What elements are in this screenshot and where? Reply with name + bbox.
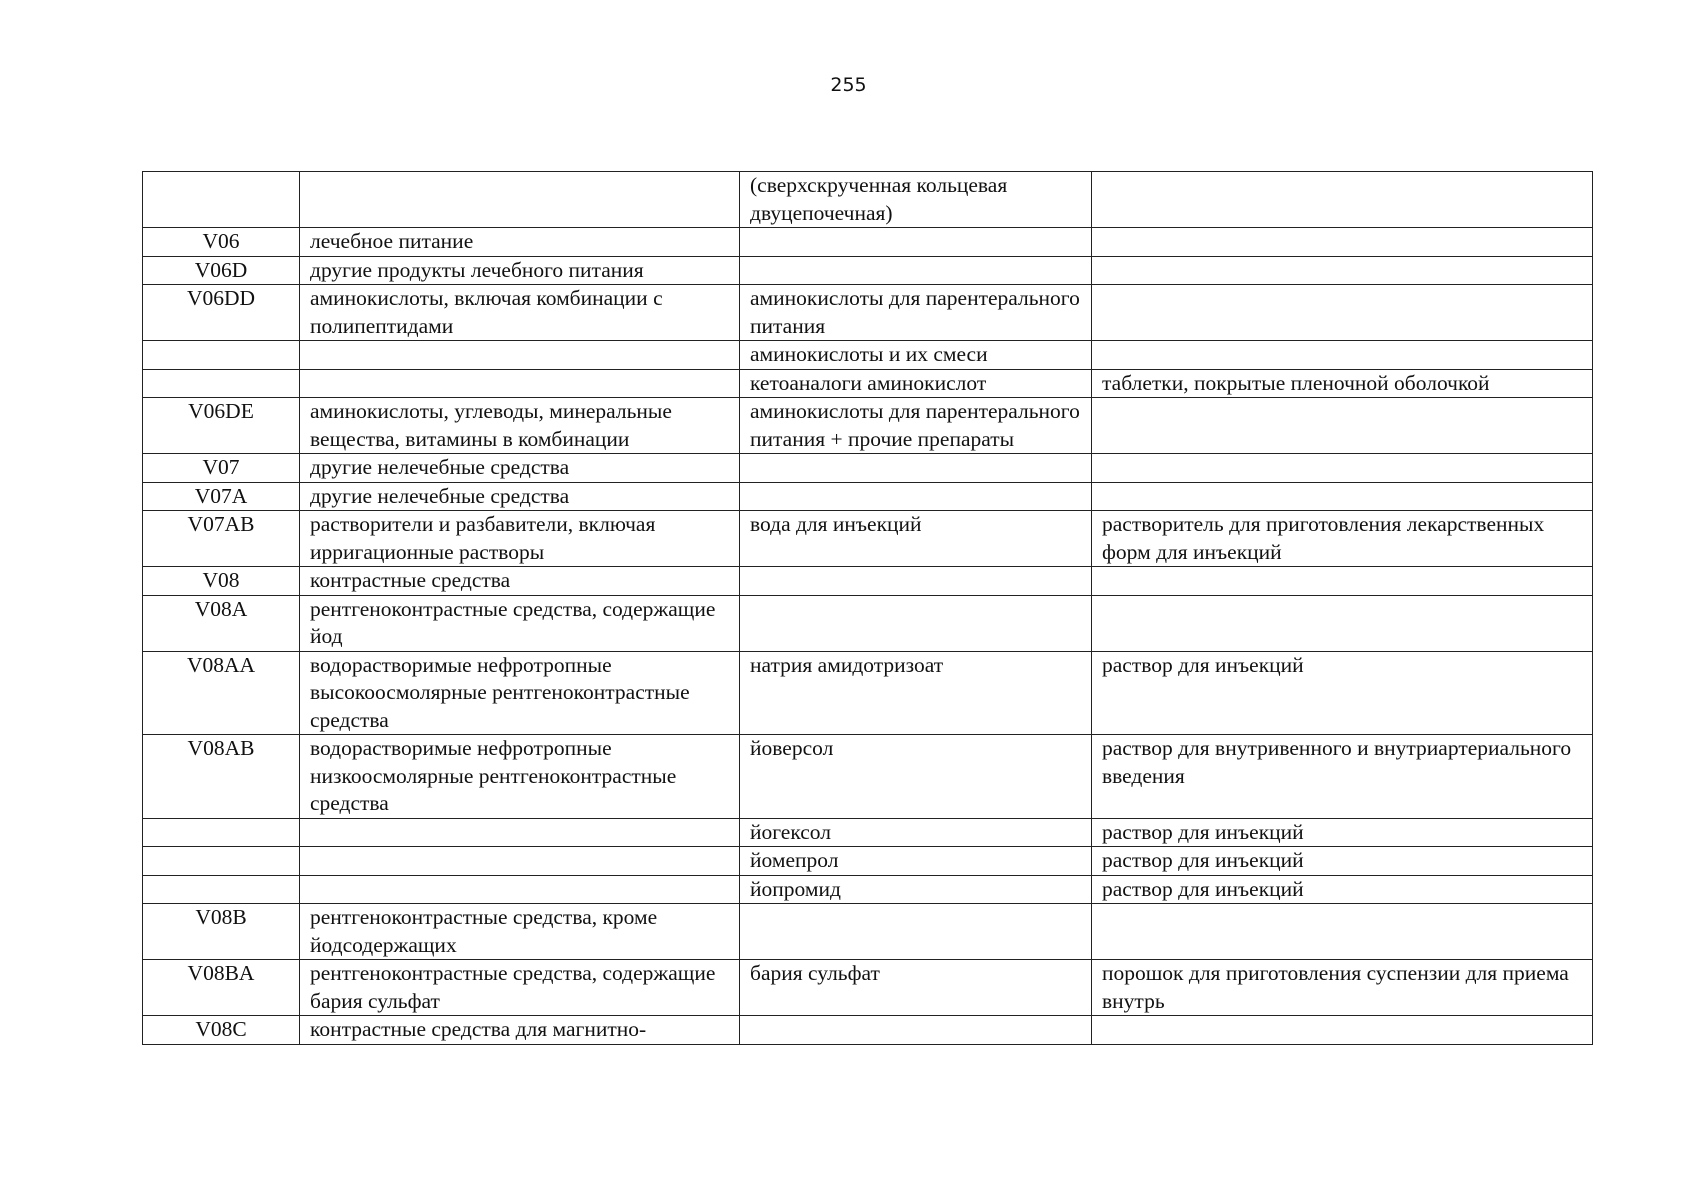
table-row bbox=[143, 256, 1593, 285]
atc-code-cell: V06DE bbox=[143, 398, 300, 454]
atc-code-cell: V08 bbox=[143, 567, 300, 596]
drug-name-cell bbox=[740, 595, 1092, 651]
drug-name-cell bbox=[740, 256, 1092, 285]
table-row bbox=[143, 1016, 1593, 1045]
group-cell: другие нелечебные средства bbox=[300, 482, 740, 511]
group-cell: контрастные средства для магнитно- bbox=[300, 1016, 740, 1045]
dosage-form-cell: таблетки, покрытые пленочной оболочкой bbox=[1092, 369, 1593, 398]
drug-name-cell: кетоаналоги аминокислот bbox=[740, 369, 1092, 398]
group-cell bbox=[300, 847, 740, 876]
drug-name-cell bbox=[740, 228, 1092, 257]
dosage-form-cell bbox=[1092, 341, 1593, 370]
atc-code-cell bbox=[143, 369, 300, 398]
group-cell bbox=[300, 369, 740, 398]
atc-code-cell: V08AB bbox=[143, 735, 300, 819]
dosage-form-cell bbox=[1092, 228, 1593, 257]
drug-name-cell bbox=[740, 567, 1092, 596]
table-row bbox=[143, 341, 1593, 370]
group-cell: другие нелечебные средства bbox=[300, 454, 740, 483]
dosage-form-cell bbox=[1092, 482, 1593, 511]
atc-code-cell: V06 bbox=[143, 228, 300, 257]
dosage-form-cell: раствор для инъекций bbox=[1092, 818, 1593, 847]
group-cell bbox=[300, 875, 740, 904]
table-row bbox=[143, 172, 1593, 228]
atc-code-cell: V08BA bbox=[143, 960, 300, 1016]
table-row bbox=[143, 285, 1593, 341]
dosage-form-cell: растворитель для приготовления лекарственных форм для инъекций bbox=[1092, 511, 1593, 567]
drug-name-cell: (сверхскрученная кольцевая двуцепочечная) bbox=[740, 172, 1092, 228]
group-cell: другие продукты лечебного питания bbox=[300, 256, 740, 285]
drug-classification-table bbox=[142, 171, 1593, 1045]
table-row bbox=[143, 228, 1593, 257]
dosage-form-cell bbox=[1092, 172, 1593, 228]
drug-name-cell: йомепрол bbox=[740, 847, 1092, 876]
table-row bbox=[143, 651, 1593, 735]
dosage-form-cell bbox=[1092, 256, 1593, 285]
table-row bbox=[143, 482, 1593, 511]
drug-name-cell bbox=[740, 904, 1092, 960]
table-row bbox=[143, 595, 1593, 651]
atc-code-cell bbox=[143, 341, 300, 370]
drug-name-cell: натрия амидотризоат bbox=[740, 651, 1092, 735]
dosage-form-cell bbox=[1092, 567, 1593, 596]
table-row bbox=[143, 398, 1593, 454]
atc-code-cell: V07 bbox=[143, 454, 300, 483]
drug-name-cell: аминокислоты для парентерального питания bbox=[740, 285, 1092, 341]
group-cell bbox=[300, 172, 740, 228]
dosage-form-cell bbox=[1092, 454, 1593, 483]
atc-code-cell: V08C bbox=[143, 1016, 300, 1045]
group-cell: рентгеноконтрастные средства, кроме йодсодержащих bbox=[300, 904, 740, 960]
table-row bbox=[143, 875, 1593, 904]
drug-name-cell: йогексол bbox=[740, 818, 1092, 847]
atc-code-cell bbox=[143, 847, 300, 876]
table-row bbox=[143, 960, 1593, 1016]
group-cell: контрастные средства bbox=[300, 567, 740, 596]
group-cell: аминокислоты, включая комбинации с полипептидами bbox=[300, 285, 740, 341]
drug-name-cell bbox=[740, 482, 1092, 511]
dosage-form-cell bbox=[1092, 285, 1593, 341]
group-cell: растворители и разбавители, включая ирригационные растворы bbox=[300, 511, 740, 567]
atc-code-cell: V07A bbox=[143, 482, 300, 511]
table-row bbox=[143, 818, 1593, 847]
drug-name-cell: аминокислоты для парентерального питания + прочие препараты bbox=[740, 398, 1092, 454]
group-cell: лечебное питание bbox=[300, 228, 740, 257]
dosage-form-cell: раствор для инъекций bbox=[1092, 651, 1593, 735]
dosage-form-cell: раствор для инъекций bbox=[1092, 847, 1593, 876]
drug-name-cell: вода для инъекций bbox=[740, 511, 1092, 567]
table-row bbox=[143, 454, 1593, 483]
dosage-form-cell: порошок для приготовления суспензии для приема внутрь bbox=[1092, 960, 1593, 1016]
table-row bbox=[143, 847, 1593, 876]
atc-code-cell bbox=[143, 875, 300, 904]
table-row bbox=[143, 567, 1593, 596]
group-cell bbox=[300, 341, 740, 370]
group-cell: рентгеноконтрастные средства, содержащие йод bbox=[300, 595, 740, 651]
dosage-form-cell: раствор для инъекций bbox=[1092, 875, 1593, 904]
drug-name-cell: бария сульфат bbox=[740, 960, 1092, 1016]
group-cell: водорастворимые нефротропные низкоосмолярные рентгеноконтрастные средства bbox=[300, 735, 740, 819]
group-cell: водорастворимые нефротропные высокоосмолярные рентгеноконтрастные средства bbox=[300, 651, 740, 735]
dosage-form-cell: раствор для внутривенного и внутриартериального введения bbox=[1092, 735, 1593, 819]
atc-code-cell: V08A bbox=[143, 595, 300, 651]
atc-code-cell bbox=[143, 172, 300, 228]
dosage-form-cell bbox=[1092, 595, 1593, 651]
dosage-form-cell bbox=[1092, 398, 1593, 454]
table-row bbox=[143, 904, 1593, 960]
table-row bbox=[143, 511, 1593, 567]
drug-name-cell bbox=[740, 1016, 1092, 1045]
atc-code-cell: V06D bbox=[143, 256, 300, 285]
group-cell: аминокислоты, углеводы, минеральные вещества, витамины в комбинации bbox=[300, 398, 740, 454]
table-row bbox=[143, 735, 1593, 819]
atc-code-cell: V08B bbox=[143, 904, 300, 960]
atc-code-cell bbox=[143, 818, 300, 847]
drug-name-cell bbox=[740, 454, 1092, 483]
drug-name-cell: аминокислоты и их смеси bbox=[740, 341, 1092, 370]
atc-code-cell: V07AB bbox=[143, 511, 300, 567]
dosage-form-cell bbox=[1092, 904, 1593, 960]
table-row bbox=[143, 369, 1593, 398]
page-number: 255 bbox=[830, 74, 867, 96]
group-cell: рентгеноконтрастные средства, содержащие бария сульфат bbox=[300, 960, 740, 1016]
drug-name-cell: йоверсол bbox=[740, 735, 1092, 819]
drug-name-cell: йопромид bbox=[740, 875, 1092, 904]
dosage-form-cell bbox=[1092, 1016, 1593, 1045]
atc-code-cell: V08AA bbox=[143, 651, 300, 735]
group-cell bbox=[300, 818, 740, 847]
atc-code-cell: V06DD bbox=[143, 285, 300, 341]
